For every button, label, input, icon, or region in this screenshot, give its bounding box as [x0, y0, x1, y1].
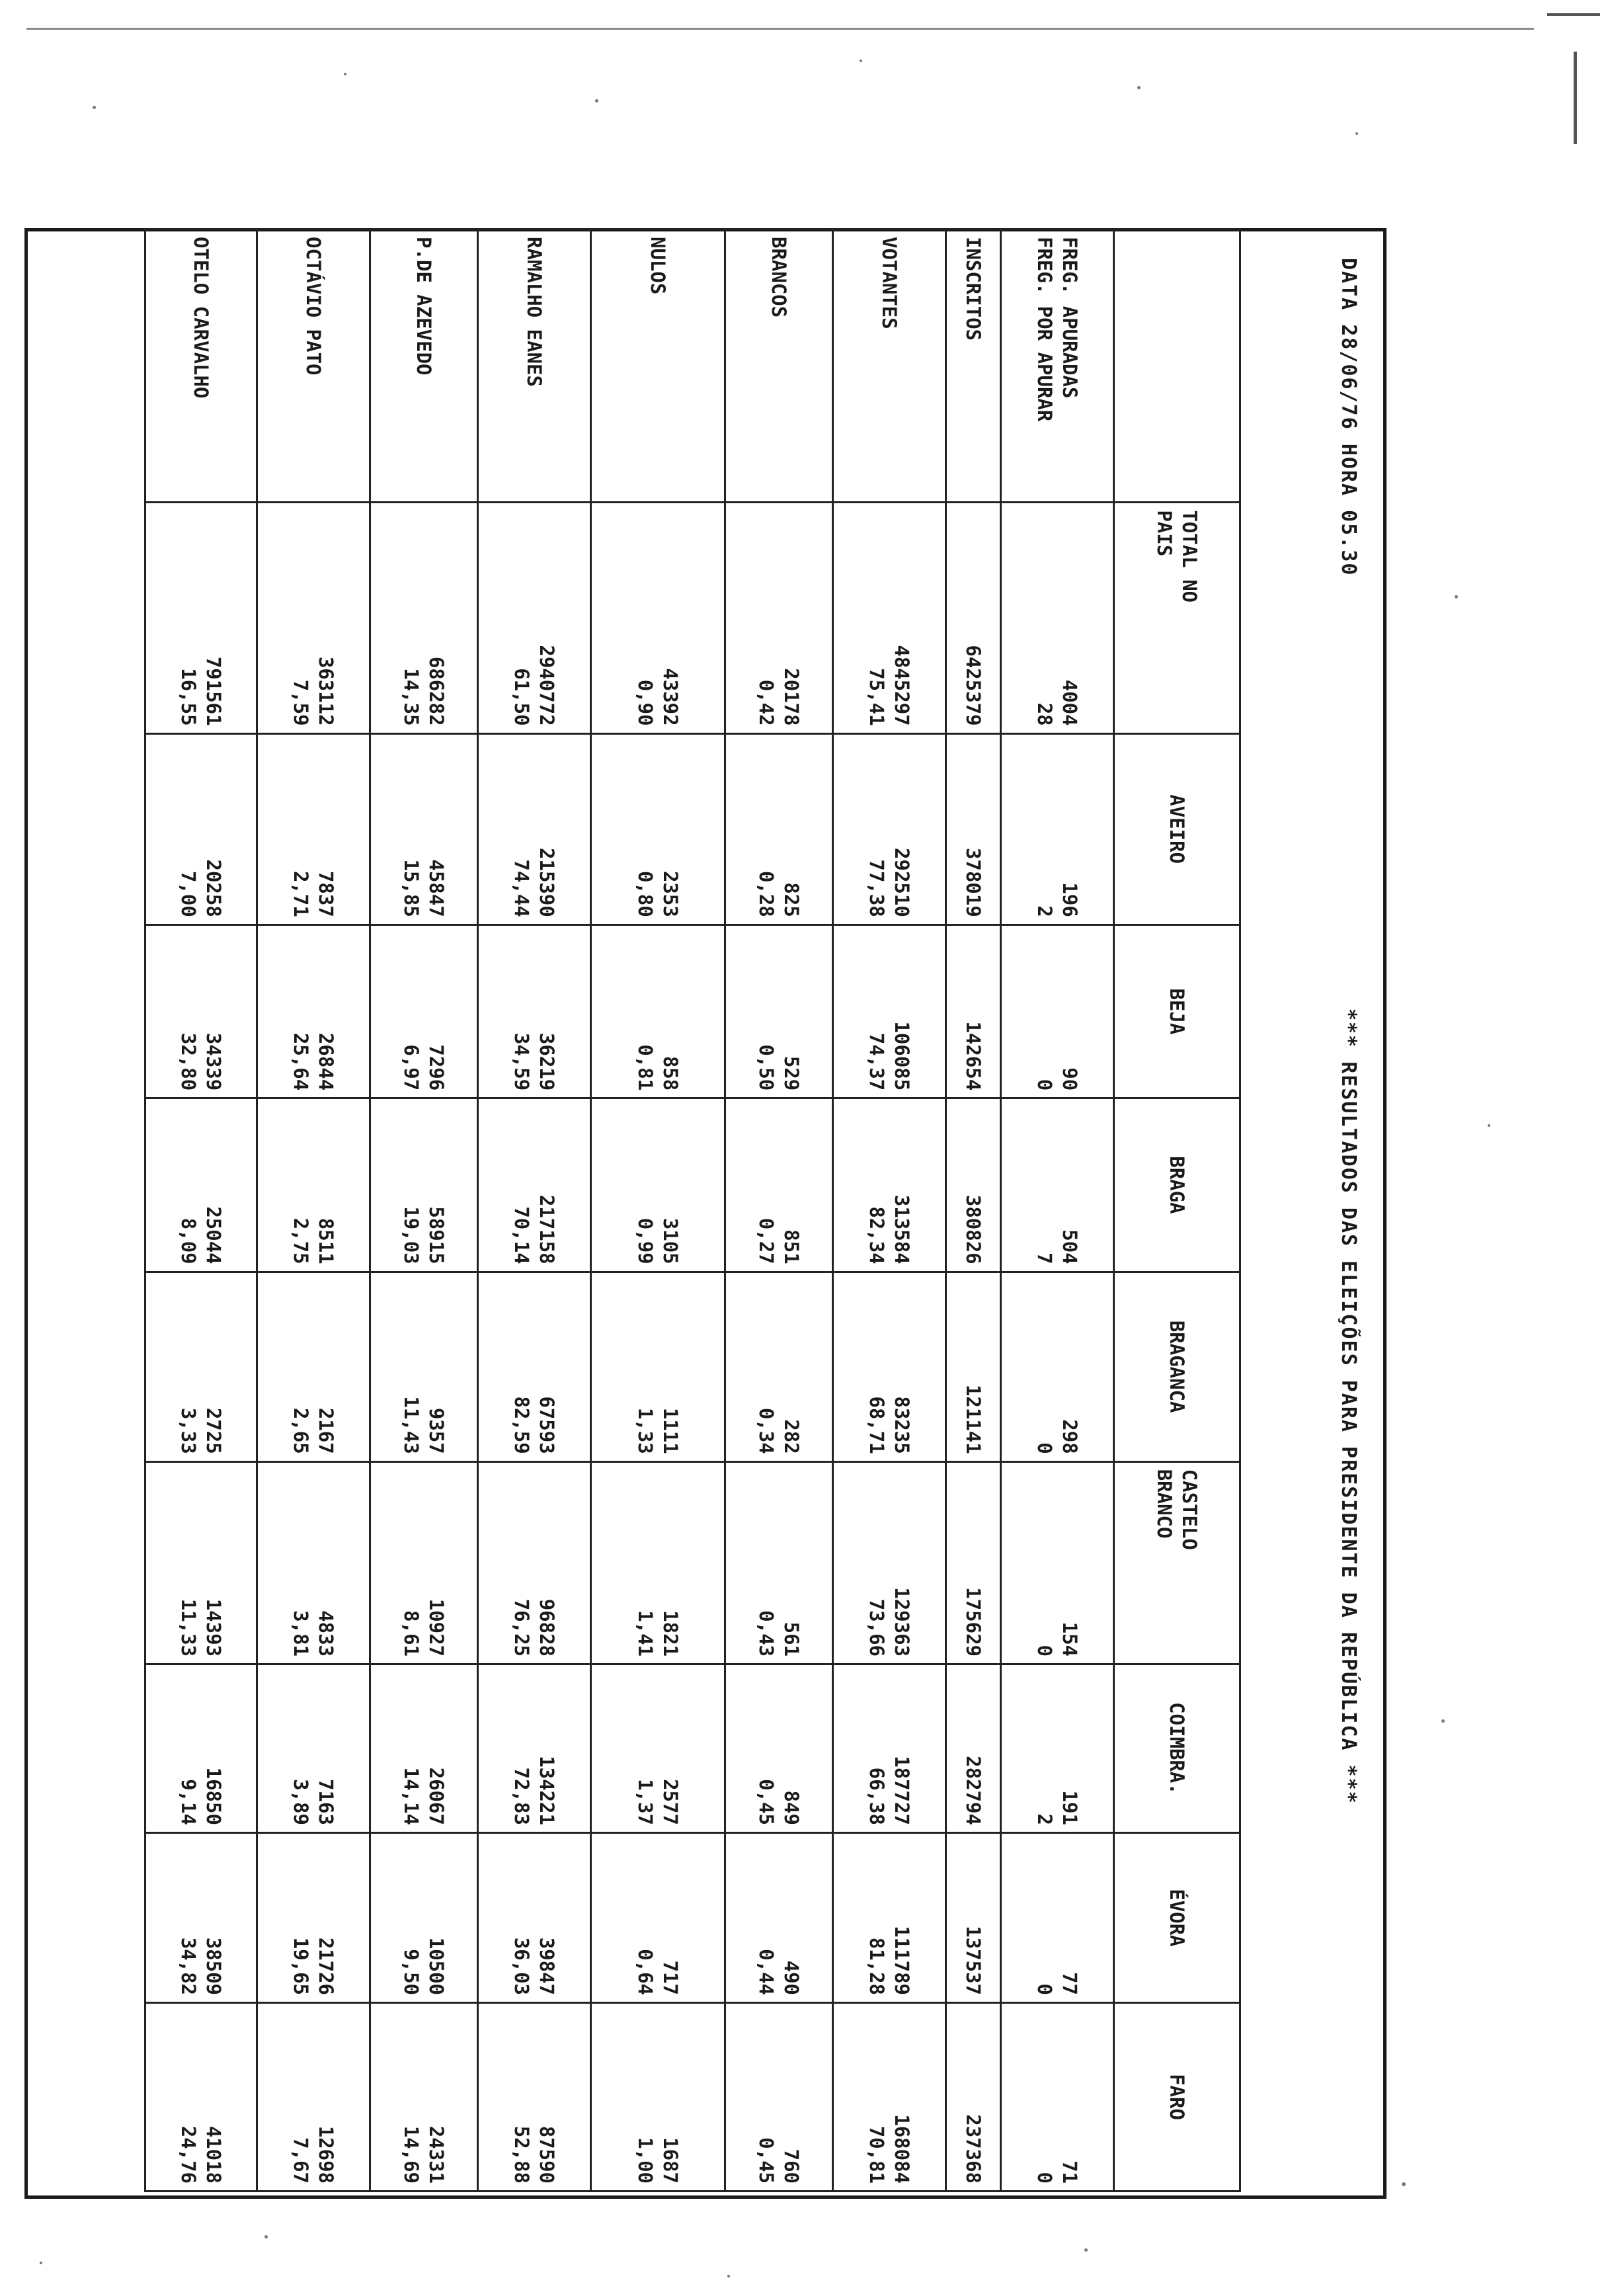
header-corner: [1114, 229, 1240, 503]
row-label: BRANCOS: [725, 229, 833, 503]
table-row: [370, 229, 478, 2192]
scan-edge-right-mark: [1574, 52, 1577, 144]
scan-edge-top: [26, 28, 1534, 30]
table-cell: 129363 73,66: [833, 1461, 946, 1664]
table-row: [1001, 229, 1114, 2192]
column-header-label: COIMBRA.: [1166, 1702, 1188, 1795]
speck: [1441, 1719, 1445, 1723]
table-cell: 26844 25,64: [257, 924, 370, 1098]
table-cell: 760 0,45: [725, 2003, 833, 2192]
table-row: [478, 229, 591, 2192]
column-header: [1114, 1272, 1240, 1461]
table-cell: 2353 0,80: [591, 733, 725, 924]
table-cell: 38509 34,82: [145, 1832, 257, 2002]
speck: [1402, 2182, 1406, 2186]
results-sheet: [24, 228, 1387, 2199]
column-header: [1114, 1664, 1240, 1833]
table-cell: 25044 8,09: [145, 1098, 257, 1272]
speck: [1137, 86, 1141, 89]
table-cell: 83235 68,71: [833, 1272, 946, 1461]
date-time-line: DATA 28/06/76 HORA 05.30: [1337, 258, 1360, 577]
speck: [1355, 132, 1358, 135]
column-header: [1114, 2003, 1240, 2192]
row-label: OTELO CARVALHO: [145, 229, 257, 503]
table-cell: 380826: [946, 1098, 1001, 1272]
table-cell: 4833 3,81: [257, 1461, 370, 1664]
table-cell: 490 0,44: [725, 1832, 833, 2002]
table-cell: 791561 16,55: [145, 503, 257, 733]
table-cell: 313584 82,34: [833, 1098, 946, 1272]
table-cell: 292510 77,38: [833, 733, 946, 924]
row-label: P.DE AZEVEDO: [370, 229, 478, 503]
table-cell: 154 0: [1001, 1461, 1114, 1664]
table-cell: 7837 2,71: [257, 733, 370, 924]
table-cell: 237368: [946, 2003, 1001, 2192]
table-cell: 282 0,34: [725, 1272, 833, 1461]
table-cell: 825 0,28: [725, 733, 833, 924]
table-cell: 106085 74,37: [833, 924, 946, 1098]
column-header: [1114, 1832, 1240, 2002]
speck: [93, 106, 96, 109]
speck: [1455, 595, 1458, 598]
table-cell: 20258 7,00: [145, 733, 257, 924]
speck: [860, 60, 862, 62]
table-cell: 8511 2,75: [257, 1098, 370, 1272]
table-cell: 858 0,81: [591, 924, 725, 1098]
table-row: [591, 229, 725, 2192]
speck: [595, 99, 598, 102]
table-cell: 686282 14,35: [370, 503, 478, 733]
table-cell: 175629: [946, 1461, 1001, 1664]
table-cell: 363112 7,59: [257, 503, 370, 733]
row-label: NULOS: [591, 229, 725, 503]
table-cell: 134221 72,83: [478, 1664, 591, 1833]
table-cell: 196 2: [1001, 733, 1114, 924]
table-cell: 4845297 75,41: [833, 503, 946, 733]
table-cell: 529 0,50: [725, 924, 833, 1098]
table-cell: 34339 32,80: [145, 924, 257, 1098]
row-label: OCTÁVIO PATO: [257, 229, 370, 503]
table-cell: 16850 9,14: [145, 1664, 257, 1833]
table-cell: 87590 52,88: [478, 2003, 591, 2192]
table-cell: 561 0,43: [725, 1461, 833, 1664]
table-cell: 504 7: [1001, 1098, 1114, 1272]
column-header: [1114, 1461, 1240, 1664]
table-cell: 12698 7,67: [257, 2003, 370, 2192]
table-cell: 378019: [946, 733, 1001, 924]
table-cell: 1821 1,41: [591, 1461, 725, 1664]
table-cell: 20178 0,42: [725, 503, 833, 733]
table-cell: 58915 19,03: [370, 1098, 478, 1272]
table-cell: 3105 0,99: [591, 1098, 725, 1272]
speck: [727, 2275, 730, 2277]
table-cell: 39847 36,03: [478, 1832, 591, 2002]
row-label: INSCRITOS: [946, 229, 1001, 503]
table-cell: 7163 3,89: [257, 1664, 370, 1833]
table-cell: 10500 9,50: [370, 1832, 478, 2002]
table-cell: 36219 34,59: [478, 924, 591, 1098]
table-cell: 96828 76,25: [478, 1461, 591, 1664]
results-table: [144, 228, 1241, 2192]
table-cell: 282794: [946, 1664, 1001, 1833]
title-band: [1241, 228, 1387, 2192]
column-header-label: AVEIRO: [1166, 794, 1188, 864]
table-cell: 142654: [946, 924, 1001, 1098]
table-cell: 1687 1,00: [591, 2003, 725, 2192]
speck: [1488, 1124, 1490, 1127]
report-title: *** RESULTADOS DAS ELEIÇÕES PARA PRESIDENTE DA REPÚBLICA ***: [1337, 1008, 1360, 1805]
table-cell: 9357 11,43: [370, 1272, 478, 1461]
table-row: [946, 229, 1001, 2192]
table-cell: 111789 81,28: [833, 1832, 946, 2002]
table-cell: 851 0,27: [725, 1098, 833, 1272]
table-cell: 43392 0,90: [591, 503, 725, 733]
table-cell: 71 0: [1001, 2003, 1114, 2192]
table-cell: 14393 11,33: [145, 1461, 257, 1664]
column-header: [1114, 924, 1240, 1098]
table-cell: 45847 15,85: [370, 733, 478, 924]
row-label: FREG. APURADAS FREG. POR APURAR: [1001, 229, 1114, 503]
table-cell: 2167 2,65: [257, 1272, 370, 1461]
table-cell: 2577 1,37: [591, 1664, 725, 1833]
column-header-label: FARO: [1166, 2074, 1188, 2120]
table-cell: 10927 8,61: [370, 1461, 478, 1664]
table-cell: 21726 19,65: [257, 1832, 370, 2002]
table-cell: 298 0: [1001, 1272, 1114, 1461]
table-cell: 4004 28: [1001, 503, 1114, 733]
row-label: RAMALHO EANES: [478, 229, 591, 503]
table-cell: 24331 14,69: [370, 2003, 478, 2192]
table-cell: 849 0,45: [725, 1664, 833, 1833]
table-cell: 2725 3,33: [145, 1272, 257, 1461]
column-header-label: TOTAL NO PAIS: [1153, 510, 1201, 603]
table-cell: 121141: [946, 1272, 1001, 1461]
speck: [344, 73, 346, 75]
table-cell: 717 0,64: [591, 1832, 725, 2002]
speck: [1084, 2248, 1088, 2252]
table-row: [725, 229, 833, 2192]
column-header-row: [1114, 229, 1240, 2192]
column-header: [1114, 1098, 1240, 1272]
table-row: [833, 229, 946, 2192]
table-cell: 168084 70,81: [833, 2003, 946, 2192]
table-cell: 26067 14,14: [370, 1664, 478, 1833]
table-cell: 7296 6,97: [370, 924, 478, 1098]
row-label: VOTANTES: [833, 229, 946, 503]
table-row: [145, 229, 257, 2192]
table-cell: 67593 82,59: [478, 1272, 591, 1461]
table-cell: 41018 24,76: [145, 2003, 257, 2192]
table-row: [257, 229, 370, 2192]
table-cell: 191 2: [1001, 1664, 1114, 1833]
table-cell: 6425379: [946, 503, 1001, 733]
speck: [40, 2262, 42, 2264]
table-cell: 77 0: [1001, 1832, 1114, 2002]
table-cell: 2940772 61,50: [478, 503, 591, 733]
scan-edge-corner: [1547, 13, 1600, 16]
column-header-label: ÉVORA: [1166, 1889, 1188, 1947]
column-header-label: BRAGA: [1166, 1156, 1188, 1214]
column-header-label: BRAGANCA: [1166, 1320, 1188, 1413]
column-header: [1114, 733, 1240, 924]
speck: [264, 2235, 268, 2238]
column-header-label: CASTELO BRANCO: [1153, 1469, 1201, 1550]
table-cell: 187727 66,38: [833, 1664, 946, 1833]
column-header-label: BEJA: [1166, 988, 1188, 1035]
table-cell: 1111 1,33: [591, 1272, 725, 1461]
table-cell: 217158 70,14: [478, 1098, 591, 1272]
column-header: [1114, 503, 1240, 733]
table-cell: 215390 74,44: [478, 733, 591, 924]
table-cell: 137537: [946, 1832, 1001, 2002]
table-cell: 90 0: [1001, 924, 1114, 1098]
